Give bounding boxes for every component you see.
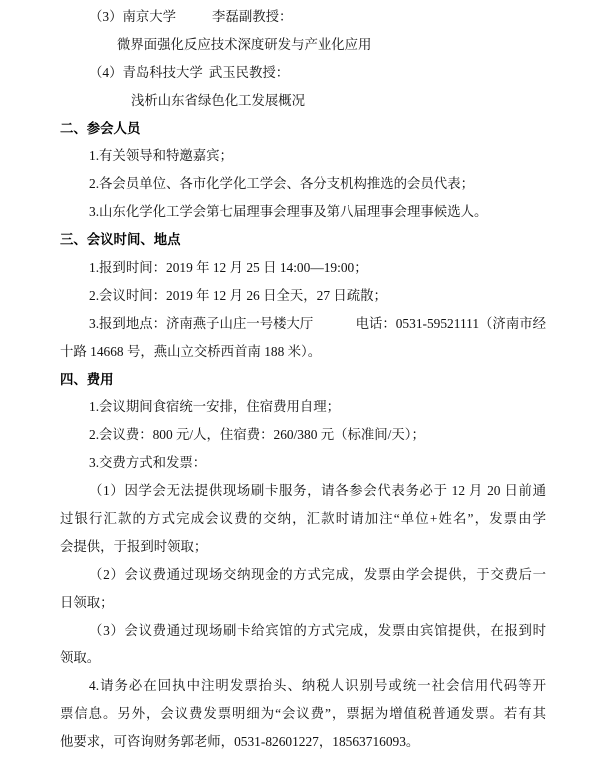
payment-method-line: 日领取； xyxy=(60,594,114,610)
fee-item: 3.交费方式和发票： xyxy=(89,455,207,471)
payment-method-line: （1）因学会无法提供现场刷卡服务，请各参会代表务必于 12 月 20 日前通 xyxy=(89,483,546,499)
payment-method-line: 过银行汇款的方式完成会议费的交纳，汇款时请加注“单位+姓名”，发票由学 xyxy=(60,511,546,527)
document-body xyxy=(0,3,605,756)
venue-address-continued: 十路 14668 号，燕山立交桥西首南 188 米）。 xyxy=(60,343,322,359)
payment-method-line: 会提供，于报到时领取； xyxy=(60,538,208,554)
speaker-number: （4） xyxy=(89,64,123,80)
speaker-presenter: 李磊副教授： xyxy=(212,9,293,24)
section-heading-schedule: 三、会议时间、地点 xyxy=(60,232,181,248)
invoice-note-line: 4.请务必在回执中注明发票抬头、纳税人识别号或统一社会信用代码等开 xyxy=(89,678,546,694)
participant-item: 1.有关领导和特邀嘉宾； xyxy=(89,148,233,164)
speaker-topic: 微界面强化反应技术深度研发与产业化应用 xyxy=(117,36,372,52)
invoice-note-line: 他要求，可咨询财务郭老师，0531-82601227，18563716093。 xyxy=(60,734,420,750)
invoice-note-line: 票信息。另外，会议费发票明细为“会议费”，票据为增值税普通发票。若有其 xyxy=(60,706,546,722)
speaker-institution: 青岛科技大学 xyxy=(122,64,203,80)
section-heading-fees: 四、费用 xyxy=(60,371,114,387)
speaker-topic: 浅析山东省绿色化工发展概况 xyxy=(131,92,306,108)
speaker-line xyxy=(89,59,546,87)
venue-place: 3.报到地点：济南燕子山庄一号楼大厅 xyxy=(89,315,314,331)
speaker-line xyxy=(89,3,546,31)
participant-item: 2.各会员单位、各市化学化工学会、各分支机构推选的会员代表； xyxy=(89,176,474,192)
payment-method-line: 领取。 xyxy=(60,650,101,666)
venue-phone: 电话：0531-59521111（济南市经 xyxy=(355,315,546,331)
section-heading-participants: 二、参会人员 xyxy=(60,120,141,136)
speaker-institution: 南京大学 xyxy=(122,9,177,24)
venue-line xyxy=(89,310,546,338)
payment-method-line: （2）会议费通过现场交纳现金的方式完成，发票由学会提供，于交费后一 xyxy=(89,566,546,582)
fee-item: 2.会议费：800 元/人，住宿费：260/380 元（标准间/天）； xyxy=(89,427,425,443)
speaker-number: （3） xyxy=(89,9,123,24)
payment-method-line: （3）会议费通过现场刷卡给宾馆的方式完成，发票由宾馆提供，在报到时 xyxy=(89,622,546,638)
fee-item: 1.会议期间食宿统一安排，住宿费用自理； xyxy=(89,399,341,415)
participant-item: 3.山东化学化工学会第七届理事会理事及第八届理事会理事候选人。 xyxy=(89,204,488,220)
meeting-time: 2.会议时间：2019 年 12 月 26 日全天，27 日疏散； xyxy=(89,287,387,303)
speaker-presenter: 武玉民教授： xyxy=(208,64,290,80)
registration-time: 1.报到时间：2019 年 12 月 25 日 14:00—19:00； xyxy=(89,260,368,276)
